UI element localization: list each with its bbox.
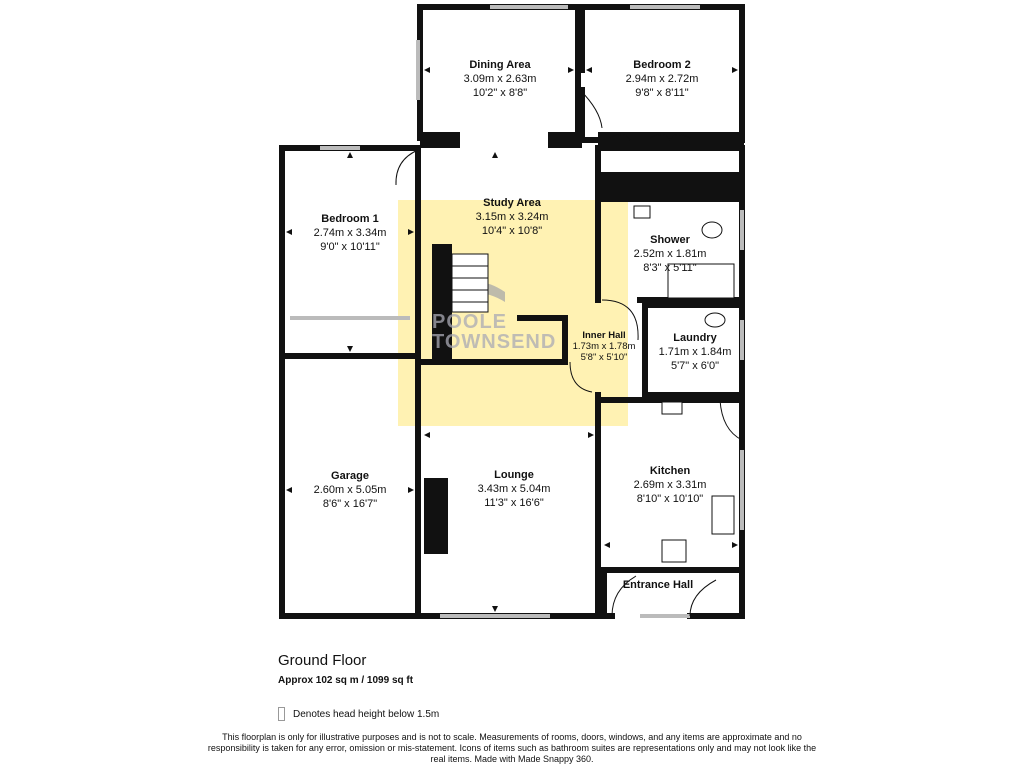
room-bedroom2 bbox=[612, 58, 712, 100]
room-metric: 2.94m x 2.72m bbox=[625, 73, 699, 85]
wall-block-1 bbox=[420, 132, 460, 148]
room-metric: 2.52m x 1.81m bbox=[633, 248, 707, 260]
room-name: Study Area bbox=[483, 197, 541, 209]
room-metric: 1.73m x 1.78m bbox=[572, 341, 636, 352]
room-name: Lounge bbox=[494, 469, 534, 481]
room-imperial: 11'3" x 16'6" bbox=[484, 497, 544, 509]
legend-text: Denotes head height below 1.5m bbox=[293, 708, 440, 720]
room-dining bbox=[450, 58, 550, 100]
room-imperial: 8'6" x 16'7" bbox=[322, 498, 378, 510]
wall-block-2 bbox=[548, 132, 582, 148]
room-name: Kitchen bbox=[649, 465, 691, 477]
room-imperial: 9'0" x 10'11" bbox=[320, 241, 380, 253]
wall-block-4 bbox=[598, 172, 744, 202]
room-laundry bbox=[650, 331, 740, 373]
room-imperial: 10'4" x 10'8" bbox=[481, 225, 543, 237]
room-imperial: 9'8" x 8'11" bbox=[635, 87, 689, 99]
room-metric: 1.71m x 1.84m bbox=[658, 346, 732, 358]
room-kitchen bbox=[620, 464, 720, 506]
room-name: Laundry bbox=[673, 332, 717, 344]
room-name: Entrance Hall bbox=[622, 579, 694, 591]
room-metric: 3.09m x 2.63m bbox=[463, 73, 537, 85]
watermark-text bbox=[432, 312, 556, 352]
room-bedroom1 bbox=[300, 212, 400, 254]
room-name: Bedroom 1 bbox=[321, 213, 379, 225]
floor-title: Ground Floor bbox=[278, 652, 367, 669]
room-study bbox=[462, 196, 562, 238]
room-name: Garage bbox=[331, 470, 369, 482]
room-name: Inner Hall bbox=[582, 330, 626, 341]
room-metric: 2.74m x 3.34m bbox=[313, 227, 387, 239]
room-name: Dining Area bbox=[469, 59, 531, 71]
room-imperial: 10'2" x 8'8" bbox=[472, 87, 528, 99]
room-imperial: 8'10" x 10'10" bbox=[636, 493, 704, 505]
room-shower bbox=[620, 233, 720, 275]
disclaimer: This floorplan is only for illustrative purposes and is not to scale. Measurements of rooms, doors, windows, and any items are approximate and no responsibility is taken for any error, omission or mis-statement. Icons of items such as bathroom suites are representations only and may not look like the real items. Made with Made Snappy 360. bbox=[207, 732, 817, 764]
room-imperial: 5'8" x 5'10" bbox=[580, 352, 628, 363]
room-imperial: 5'7" x 6'0" bbox=[670, 360, 720, 372]
room-garage bbox=[300, 469, 400, 511]
room-name: Shower bbox=[650, 234, 690, 246]
room-metric: 3.43m x 5.04m bbox=[477, 483, 551, 495]
room-metric: 2.60m x 5.05m bbox=[313, 484, 387, 496]
room-imperial: 8'3" x 5'11" bbox=[643, 262, 697, 274]
room-inner-hall bbox=[566, 330, 642, 363]
legend-swatch bbox=[278, 707, 285, 721]
stairs bbox=[452, 254, 488, 312]
legend bbox=[278, 707, 439, 721]
room-metric: 2.69m x 3.31m bbox=[633, 479, 707, 491]
watermark-line1: POOLE bbox=[432, 311, 508, 333]
watermark-line2: TOWNSEND bbox=[432, 331, 557, 353]
room-lounge bbox=[464, 468, 564, 510]
room-entrance-hall bbox=[610, 578, 706, 592]
room-metric: 3.15m x 3.24m bbox=[475, 211, 549, 223]
floor-area: Approx 102 sq m / 1099 sq ft bbox=[278, 675, 414, 686]
fireplace bbox=[424, 478, 448, 554]
room-name: Bedroom 2 bbox=[633, 59, 691, 71]
